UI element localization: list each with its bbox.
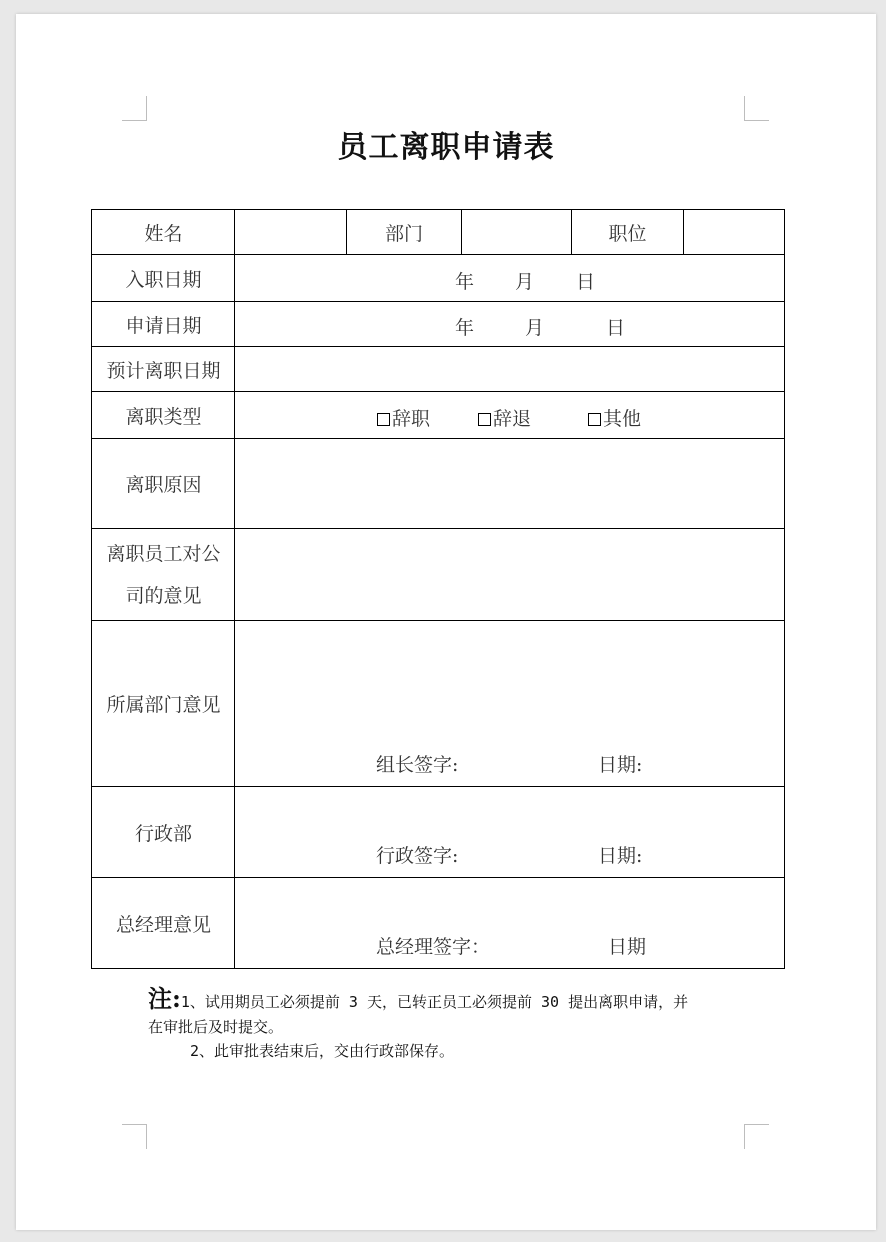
resignation-form-table — [91, 209, 785, 969]
note-line-1 — [148, 979, 688, 1014]
form-title: 员工离职申请表 — [337, 130, 555, 165]
entry-year-unit: 年 — [455, 271, 475, 293]
option-dismissed[interactable]: 辞退 — [478, 404, 531, 431]
leader-date-label: 日期: — [598, 754, 643, 776]
option-other[interactable]: 其他 — [588, 404, 641, 431]
gm-signature-label: 总经理签字： — [376, 936, 491, 958]
employee-opinion-label-line1: 离职员工对公 — [106, 542, 221, 565]
employee-opinion-label-line2: 司的意见 — [125, 584, 202, 607]
margin-mark-bottom-right — [744, 1124, 769, 1149]
document-page — [16, 14, 876, 1230]
department-opinion-field[interactable] — [235, 621, 784, 741]
gm-date-label: 日期 — [608, 936, 647, 958]
note-line-1-continued: 在审批后及时提交。 — [148, 1018, 284, 1036]
admin-date-label: 日期: — [598, 845, 643, 867]
admin-opinion-field[interactable] — [235, 787, 784, 837]
leave-reason-field[interactable] — [235, 439, 784, 528]
apply-date-label: 申请日期 — [125, 314, 202, 337]
apply-day-unit: 日 — [606, 317, 626, 339]
note-prefix: 注: — [148, 984, 181, 1013]
margin-mark-top-right — [744, 96, 769, 121]
employee-opinion-field[interactable] — [235, 529, 784, 620]
margin-mark-bottom-left — [122, 1124, 147, 1149]
leave-type-label: 离职类型 — [125, 405, 202, 428]
note-item-2: 2、此审批表结束后，交由行政部保存。 — [190, 1042, 455, 1060]
checkbox-icon[interactable] — [478, 413, 491, 426]
department-field[interactable] — [462, 210, 571, 254]
position-label: 职位 — [608, 222, 647, 245]
department-label: 部门 — [384, 222, 423, 245]
admin-dept-label: 行政部 — [134, 822, 192, 845]
checkbox-icon[interactable] — [588, 413, 601, 426]
entry-day-unit: 日 — [576, 271, 596, 293]
margin-mark-top-left — [122, 96, 147, 121]
apply-date-field[interactable] — [235, 302, 784, 346]
leader-signature-label: 组长签字: — [376, 754, 459, 776]
leave-reason-label: 离职原因 — [125, 474, 202, 496]
option-resign[interactable]: 辞职 — [377, 404, 430, 431]
expected-leave-date-label: 预计离职日期 — [106, 359, 221, 382]
note-item-1: 1、试用期员工必须提前 3 天，已转正员工必须提前 30 提出离职申请，并 — [180, 993, 689, 1011]
checkbox-icon[interactable] — [377, 413, 390, 426]
apply-year-unit: 年 — [455, 317, 475, 339]
admin-signature-label: 行政签字: — [376, 845, 459, 867]
entry-month-unit: 月 — [515, 271, 535, 293]
gm-opinion-label: 总经理意见 — [115, 913, 211, 936]
entry-date-field[interactable] — [235, 255, 784, 301]
position-field[interactable] — [684, 210, 784, 254]
gm-opinion-field[interactable] — [235, 878, 784, 928]
name-field[interactable] — [235, 210, 346, 254]
employee-opinion-label — [92, 529, 235, 620]
department-opinion-label: 所属部门意见 — [106, 694, 221, 716]
name-label: 姓名 — [144, 222, 183, 245]
expected-leave-date-field[interactable] — [235, 347, 784, 391]
apply-month-unit: 月 — [525, 317, 545, 339]
entry-date-label: 入职日期 — [125, 268, 202, 291]
